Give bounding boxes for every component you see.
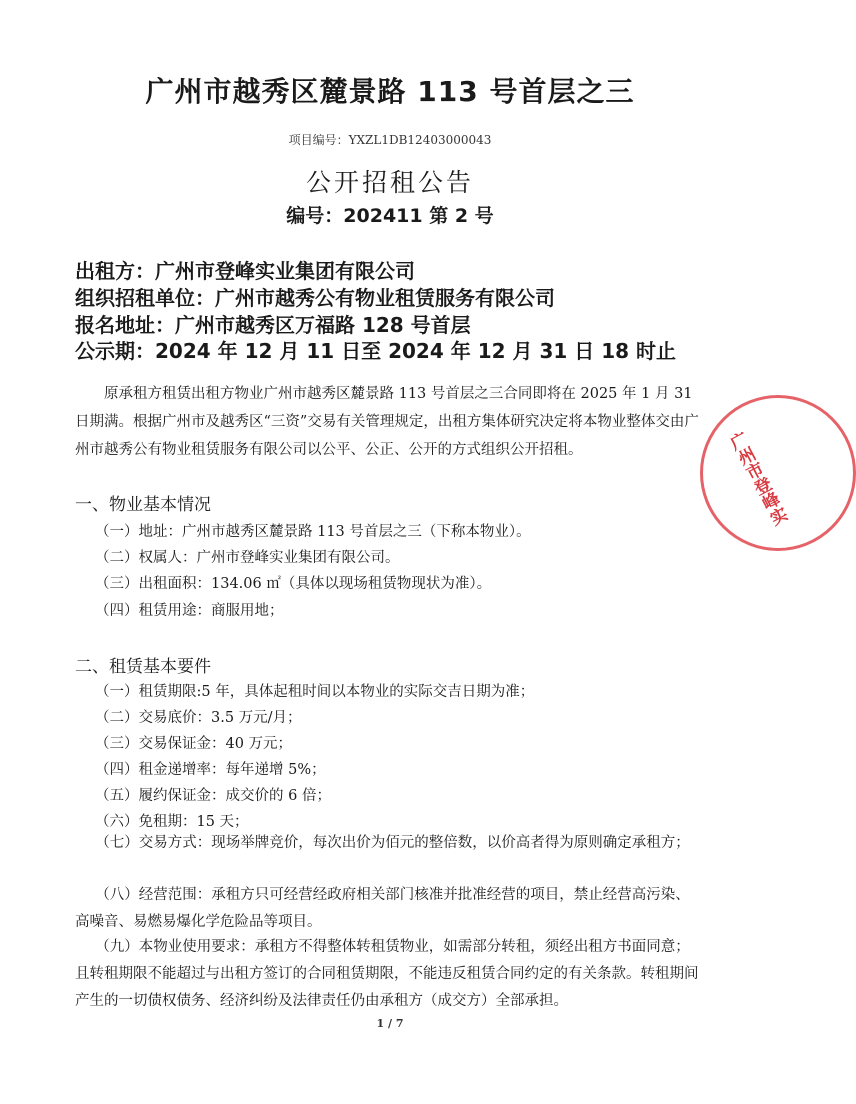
list-item: （四）租赁用途：商服用地；: [95, 603, 284, 619]
seal-text: 广州市登峰实: [723, 429, 790, 530]
list-item: （七）交易方式：现场举牌竞价，每次出价为佰元的整倍数，以价高者得为原则确定承租方；: [95, 835, 690, 851]
info-organizer: 组织招租单位：广州市越秀公有物业租赁服务有限公司: [75, 286, 555, 310]
list-item: （四）租金递增率：每年递增 5%；: [95, 762, 326, 778]
section-heading-property: 一、物业基本情况: [75, 495, 211, 515]
list-item: （九）本物业使用要求：承租方不得整体转租赁物业，如需部分转租，须经出租方书面同意；且转租期限不能超过与出租方签订的合同租赁期限，不能违反租赁合同约定的有关条款。转租期间产生的一切债权债务、经济纠纷及法律责任仍由承租方（成交方）全部承担。: [75, 939, 699, 1009]
section-heading-lease-terms: 二、租赁基本要件: [75, 657, 211, 677]
list-item: （三）出租面积：134.06 ㎡（具体以现场租赁物现状为准）。: [95, 576, 492, 592]
list-item: （一）地址：广州市越秀区麓景路 113 号首层之三（下称本物业）。: [95, 524, 531, 540]
announcement-number: 编号：202411 第 2 号: [286, 205, 494, 227]
list-item: （五）履约保证金：成交价的 6 倍；: [95, 788, 331, 804]
page-number: 1 / 7: [376, 1017, 404, 1030]
document-subtitle: 公开招租公告: [305, 168, 474, 197]
document-title: 广州市越秀区麓景路 113 号首层之三: [145, 75, 635, 108]
info-address: 报名地址：广州市越秀区万福路 128 号首层: [75, 313, 471, 337]
list-item: （二）权属人：广州市登峰实业集团有限公司。: [95, 550, 400, 566]
list-item: （六）免租期：15 天；: [95, 814, 249, 830]
info-lessor: 出租方：广州市登峰实业集团有限公司: [75, 259, 415, 283]
official-seal: [700, 395, 856, 551]
project-number: 项目编号：YXZL1DB12403000043: [288, 133, 492, 147]
info-period: 公示期：2024 年 12 月 11 日至 2024 年 12 月 31 日 18 时止: [75, 339, 677, 363]
intro-paragraph: 原承租方租赁出租方物业广州市越秀区麓景路 113 号首层之三合同即将在 2025 年 1 月 31 日期满。根据广州市及越秀区“三资”交易有关管理规定，出租方集体研究决定将本物业整体交由广州市越秀公有物业租赁服务有限公司以公平、公正、公开的方式组织公开招租。: [75, 386, 699, 458]
list-item: （二）交易底价：3.5 万元/月；: [95, 710, 302, 726]
list-item: （三）交易保证金：40 万元；: [95, 736, 293, 752]
list-item: （一）租赁期限:5 年，具体起租时间以本物业的实际交吉日期为准；: [95, 684, 535, 700]
list-item: （八）经营范围：承租方只可经营经政府相关部门核准并批准经营的项目，禁止经营高污染、高噪音、易燃易爆化学危险品等项目。: [75, 887, 690, 930]
